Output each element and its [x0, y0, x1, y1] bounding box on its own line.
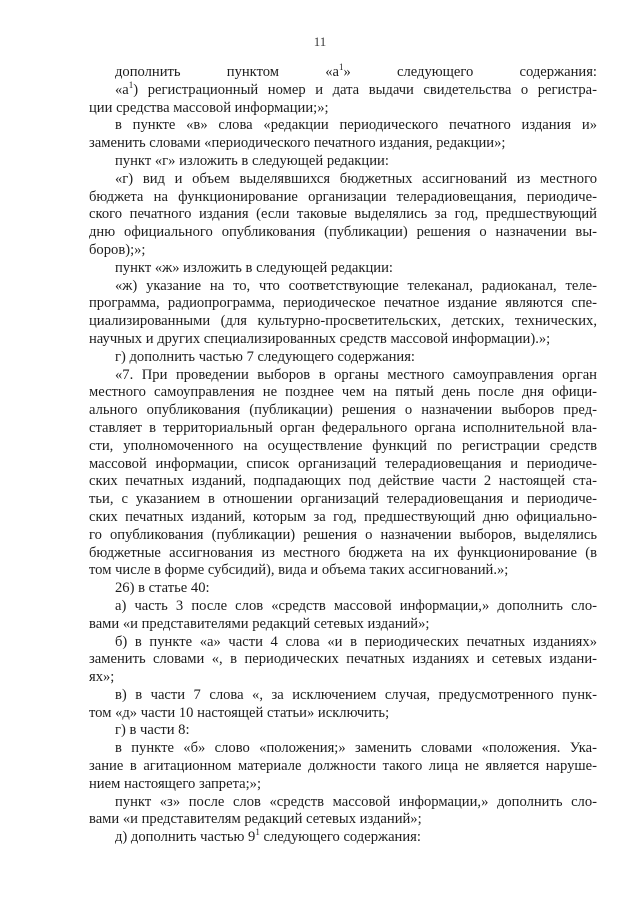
text-line: местного самоуправления не позднее чем на пятый день после дня офици-	[89, 384, 597, 401]
text-line: ских печатных изданий, подпадающих под действие части 2 настоящей ста-	[89, 473, 597, 490]
text-line: 26) в статье 40:	[115, 580, 210, 597]
page-number: 11	[313, 34, 327, 49]
text-line: вами «и представителями редакций сетевых изданий»;	[89, 615, 430, 632]
text-line: «7. При проведении выборов в органы местного самоуправления орган	[115, 366, 597, 383]
text-line: массовой информации, список организаций телерадиовещания и периодиче-	[89, 455, 597, 472]
text-line: нием настоящего запрета;»;	[89, 775, 262, 792]
text-line: в пункте «б» слово «положения;» заменить словами «положения. Ука-	[115, 740, 597, 757]
text-line: д) дополнить частью $9^1$ следующего содержания:	[115, 827, 421, 846]
document-body	[89, 64, 597, 847]
text-line: ставляет в территориальный орган федерального органа исполнительной вла-	[89, 419, 597, 436]
text-line: сти, уполномоченного на осуществление функций по регистрации средств	[89, 437, 597, 454]
text-line: го опубликования (публикации) решения о назначении выборов, выделялись	[89, 526, 597, 543]
text-line: ских печатных изданий, которым за год, предшествующий дню официально-	[89, 508, 597, 525]
text-line: том числе в форме субсидий), вида и объема таких ассигнований.»;	[89, 562, 509, 579]
text-line: программа, радиопрограмма, периодическое печатное издание являются спе-	[89, 295, 597, 312]
text-line: дополнить пунктом «$а^1$» следующего содержания:	[115, 62, 597, 80]
text-line: г) дополнить частью 7 следующего содержания:	[115, 348, 415, 365]
text-line: том «д» части 10 настоящей статьи» исключить;	[89, 704, 390, 721]
text-line: циализированными (для культурно-просветительских, детских, технических,	[89, 313, 597, 330]
text-line: ского печатного издания (если таковые выделялись за год, предшествующий	[89, 206, 597, 223]
text-line: пункт «ж» изложить в следующей редакции:	[115, 259, 393, 276]
text-line: научных и других специализированных средств массовой информации).»;	[89, 330, 551, 347]
text-line: вами «и представителям редакций сетевых изданий»;	[89, 811, 422, 828]
text-line: ях»;	[89, 669, 115, 686]
text-line: в пункте «в» слова «редакции периодического печатного издания и»	[115, 117, 597, 134]
text-line: б) в пункте «а» части 4 слова «и в периодических печатных изданиях»	[115, 633, 597, 650]
text-line: пункт «з» после слов «средств массовой информации,» дополнить сло-	[115, 793, 597, 810]
text-line: «$а^1$) регистрационный номер и дата выдачи свидетельства о регистра-	[115, 79, 597, 98]
text-line: заменить словами «периодического печатного издания, редакции»;	[89, 135, 506, 152]
text-line: ции средства массовой информации;»;	[89, 99, 329, 116]
text-line: боров);»;	[89, 241, 146, 258]
text-line: в) в части 7 слова «, за исключением случая, предусмотренного пунк-	[115, 686, 597, 703]
text-line: дню официального опубликования (публикации) решения о назначении вы-	[89, 224, 597, 241]
text-line: «г) вид и объем выделявшихся бюджетных ассигнований из местного	[115, 170, 597, 187]
text-line: а) часть 3 после слов «средств массовой информации,» дополнить сло-	[115, 597, 597, 614]
text-line: «ж) указание на то, что соответствующие телеканал, радиоканал, теле-	[115, 277, 597, 294]
text-line: тьи, с указанием в отношении организаций телерадиовещания и периодиче-	[89, 491, 597, 508]
text-line: бюджета на функционирование организации телерадиовещания, периодиче-	[89, 188, 597, 205]
text-line: пункт «г» изложить в следующей редакции:	[115, 152, 389, 169]
text-line: ального опубликования (публикации) решения о назначении выборов пред-	[89, 402, 597, 419]
text-line: зание в агитационном материале должности такого лица не является наруше-	[89, 758, 597, 775]
text-line: заменить словами «, в периодических печатных изданиях и сетевых издани-	[89, 651, 597, 668]
text-line: бюджетные ассигнования из местного бюджета на их функционирование (в	[89, 544, 597, 561]
text-line: г) в части 8:	[115, 722, 190, 739]
